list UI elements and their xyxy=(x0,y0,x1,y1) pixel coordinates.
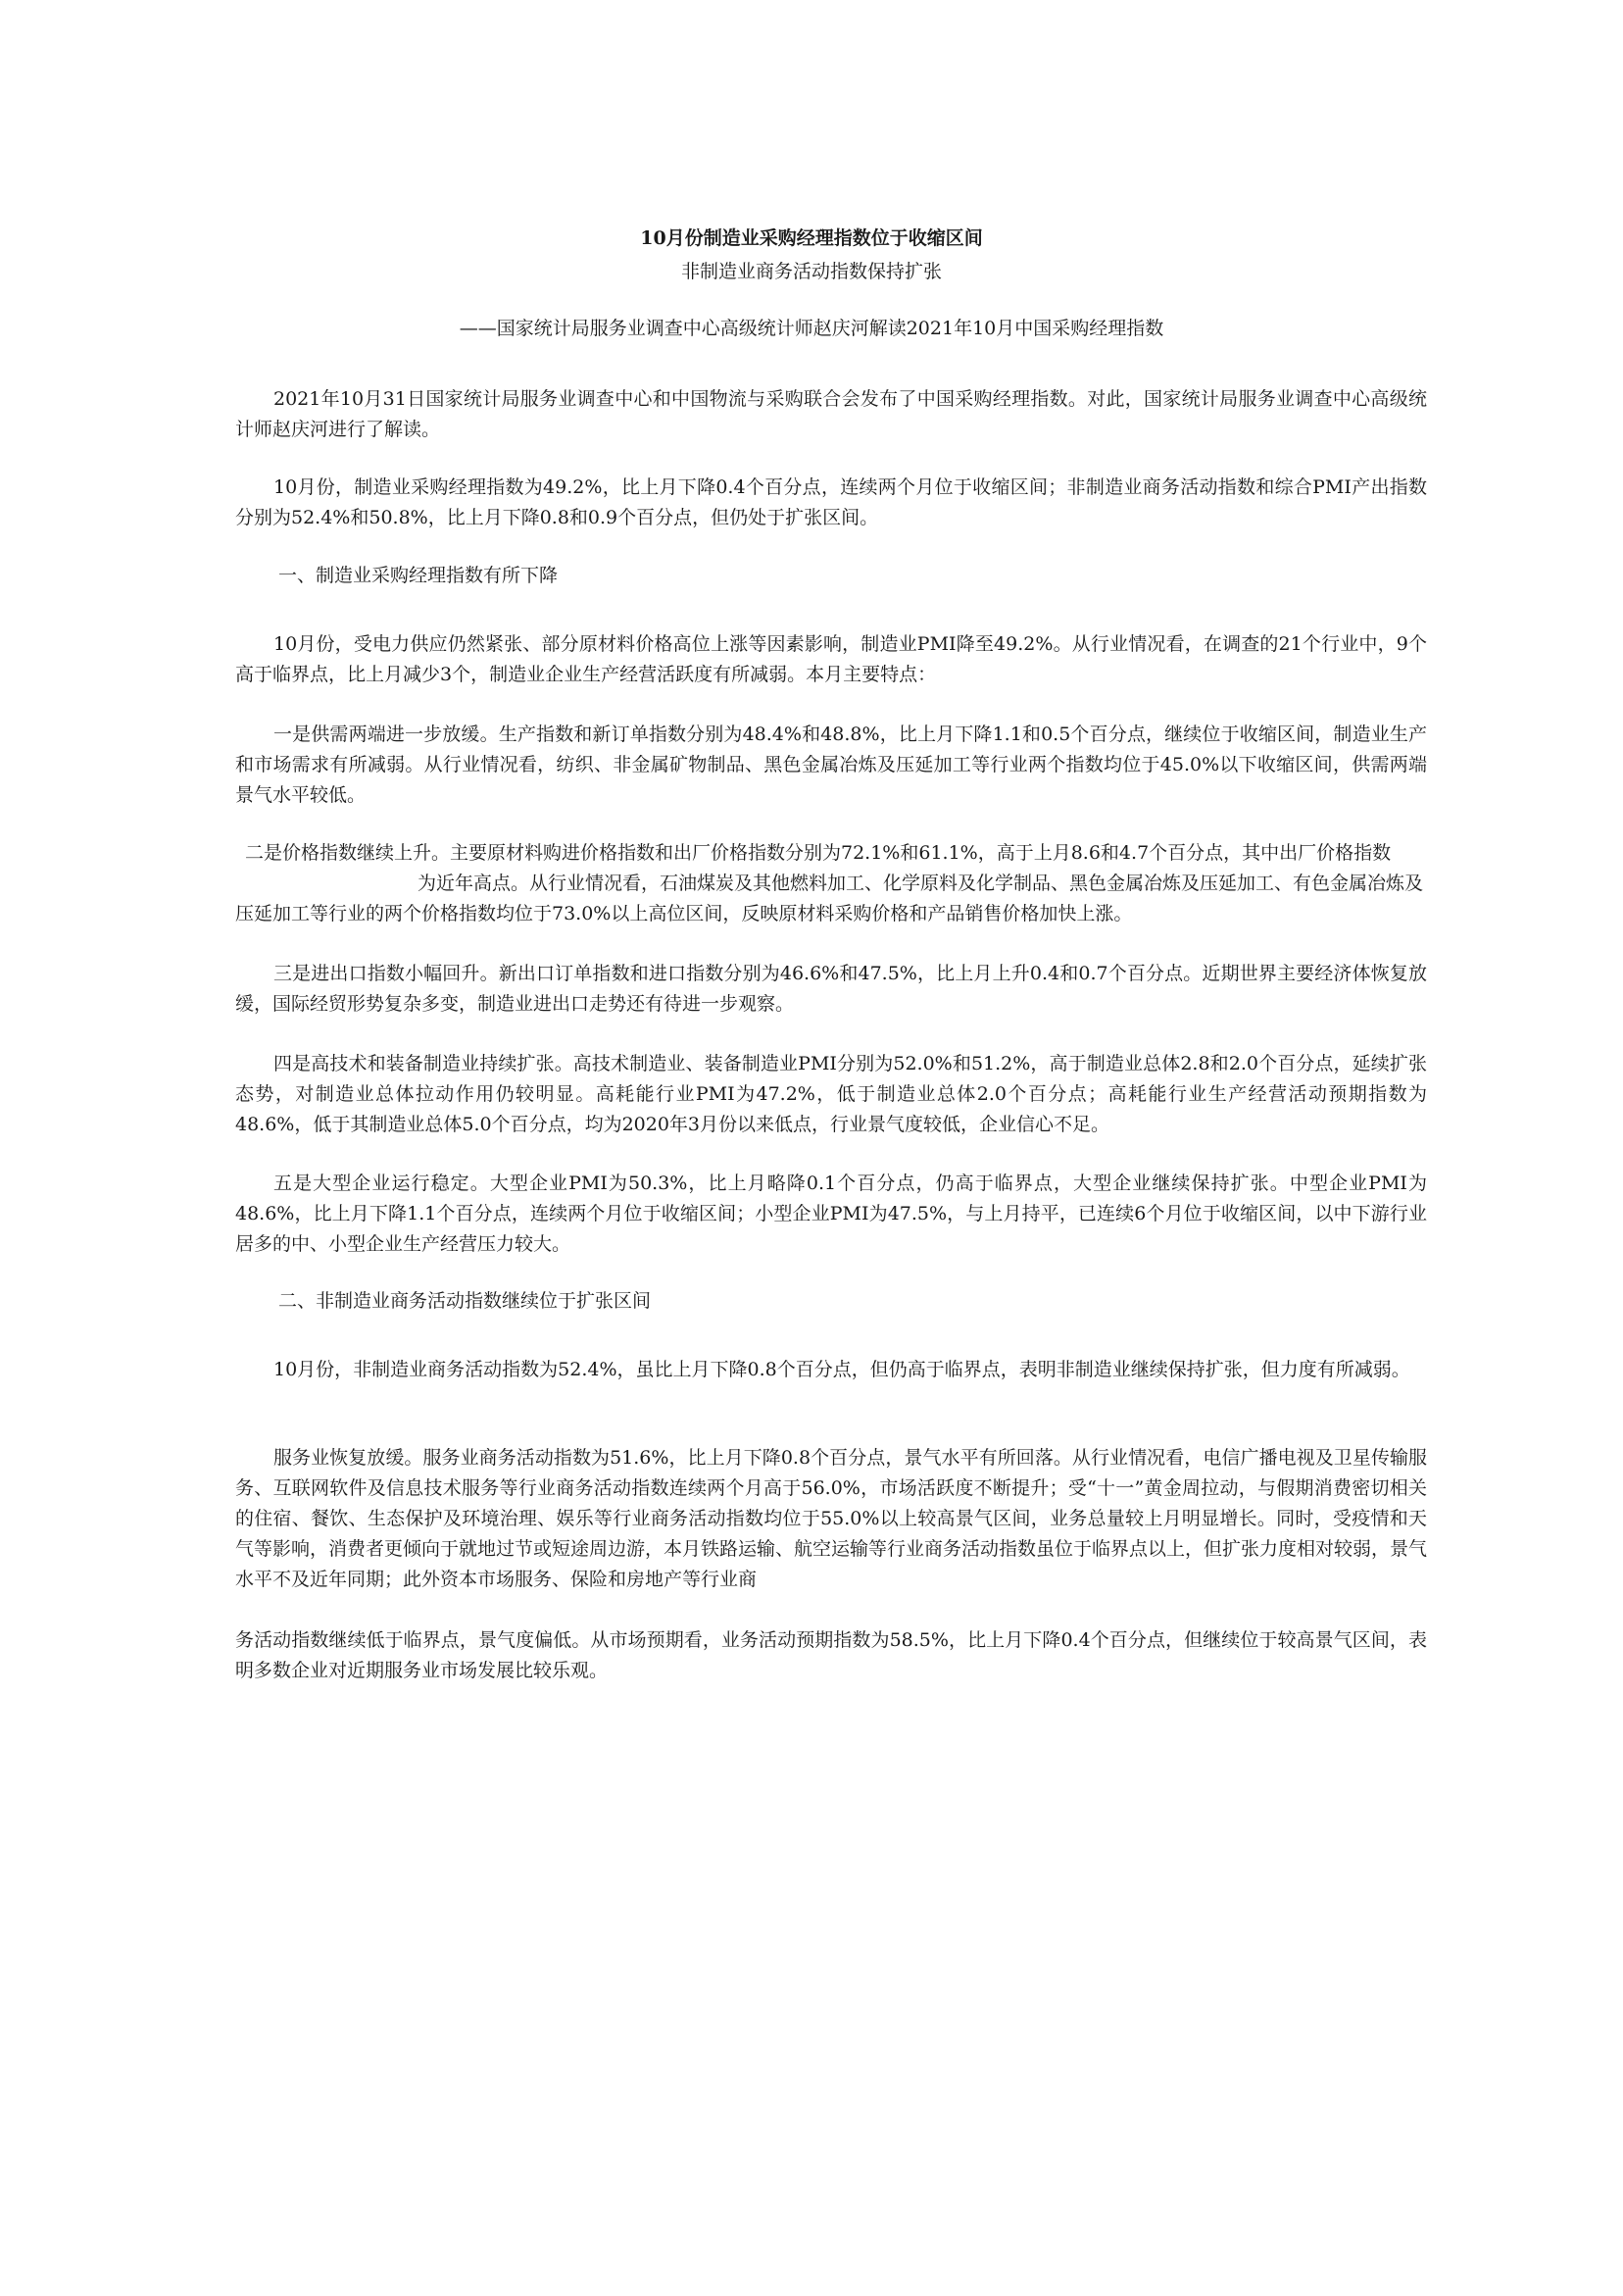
services-paragraph-part-1: 服务业恢复放缓。服务业商务活动指数为51.6%，比上月下降0.8个百分点，景气水平有所回落。从行业情况看，电信广播电视及卫星传输服务、互联网软件及信息技术服务等行业商务活动指数连续两个月高于56.0%，市场活跃度不断提升；受“十一”黄金周拉动，与假期消费密切相关的住宿、餐饮、生态保护及环境治理、娱乐等行业商务活动指数均位于55.0%以上较高景气区间，业务总量较上月明显增长。同时，受疫情和天气等影响，消费者更倾向于就地过节或短途周边游，本月铁路运输、航空运输等行业商务活动指数虽位于临界点以上，但扩张力度相对较弱，景气水平不及近年同期；此外资本市场服务、保险和房地产等行业商 xyxy=(235,1447,1428,1590)
manufacturing-overview-paragraph: 10月份，受电力供应仍然紧张、部分原材料价格高位上涨等因素影响，制造业PMI降至49.2%。从行业情况看，在调查的21个行业中，9个高于临界点，比上月减少3个，制造业企业生产经营活跃度有所减弱。本月主要特点： xyxy=(235,633,1427,685)
section-heading-1: 一、制造业采购经理指数有所下降 xyxy=(278,565,559,586)
summary-paragraph: 10月份，制造业采购经理指数为49.2%，比上月下降0.4个百分点，连续两个月位于收缩区间；非制造业商务活动指数和综合PMI产出指数分别为52.4%和50.8%，比上月下降0.8和0.9个百分点，但仍处于扩张区间。 xyxy=(235,476,1427,528)
title-line-1: 10月份制造业采购经理指数位于收缩区间 xyxy=(640,227,983,249)
non-manufacturing-overview-paragraph: 10月份，非制造业商务活动指数为52.4%，虽比上月下降0.8个百分点，但仍高于临界点，表明非制造业继续保持扩张，但力度有所减弱。 xyxy=(273,1359,1410,1380)
point-5-paragraph: 五是大型企业运行稳定。大型企业PMI为50.3%，比上月略降0.1个百分点，仍高于临界点，大型企业继续保持扩张。中型企业PMI为48.6%，比上月下降1.1个百分点，连续两个月位于收缩区间；小型企业PMI为47.5%，与上月持平，已连续6个月位于收缩区间，以中下游行业居多的中、小型企业生产经营压力较大。 xyxy=(235,1173,1427,1255)
point-2-rest-text: 为近年高点。从行业情况看，石油煤炭及其他燃料加工、化学原料及化学制品、黑色金属冶炼及压延加工、有色金属冶炼及压延加工等行业的两个价格指数均位于73.0%以上高位区间，反映原材料采购价格和产品销售价格加快上涨。 xyxy=(235,873,1424,924)
point-4-paragraph: 四是高技术和装备制造业持续扩张。高技术制造业、装备制造业PMI分别为52.0%和51.2%，高于制造业总体2.8和2.0个百分点，延续扩张态势，对制造业总体拉动作用仍较明显。高耗能行业PMI为47.2%，低于制造业总体2.0个百分点；高耗能行业生产经营活动预期指数为48.6%，低于其制造业总体5.0个百分点，均为2020年3月份以来低点，行业景气度较低，企业信心不足。 xyxy=(235,1053,1427,1135)
point-2-first-line: 二是价格指数继续上升。主要原材料购进价格指数和出厂价格指数分别为72.1%和61.1%，高于上月8.6和4.7个百分点，其中出厂价格指数 xyxy=(245,842,1392,864)
title-line-2: 非制造业商务活动指数保持扩张 xyxy=(680,261,942,282)
services-paragraph-part-2: 务活动指数继续低于临界点，景气度偏低。从市场预期看，业务活动预期指数为58.5%，比上月下降0.4个百分点，但继续位于较高景气区间，表明多数企业对近期服务业市场发展比较乐观。 xyxy=(235,1629,1427,1681)
point-2-continuation xyxy=(235,869,1427,929)
section-heading-2: 二、非制造业商务活动指数继续位于扩张区间 xyxy=(278,1290,652,1312)
intro-paragraph: 2021年10月31日国家统计局服务业调查中心和中国物流与采购联合会发布了中国采购经理指数。对此，国家统计局服务业调查中心高级统计师赵庆河进行了解读。 xyxy=(235,388,1427,440)
subtitle: ——国家统计局服务业调查中心高级统计师赵庆河解读2021年10月中国采购经理指数 xyxy=(459,318,1164,339)
point-3-paragraph: 三是进出口指数小幅回升。新出口订单指数和进口指数分别为46.6%和47.5%，比上月上升0.4和0.7个百分点。近期世界主要经济体恢复放缓，国际经贸形势复杂多变，制造业进出口走势还有待进一步观察。 xyxy=(235,963,1427,1015)
point-1-paragraph: 一是供需两端进一步放缓。生产指数和新订单指数分别为48.4%和48.8%，比上月下降1.1和0.5个百分点，继续位于收缩区间，制造业生产和市场需求有所减弱。从行业情况看，纺织、非金属矿物制品、黑色金属冶炼及压延加工等行业两个指数均位于45.0%以下收缩区间，供需两端景气水平较低。 xyxy=(235,724,1427,806)
